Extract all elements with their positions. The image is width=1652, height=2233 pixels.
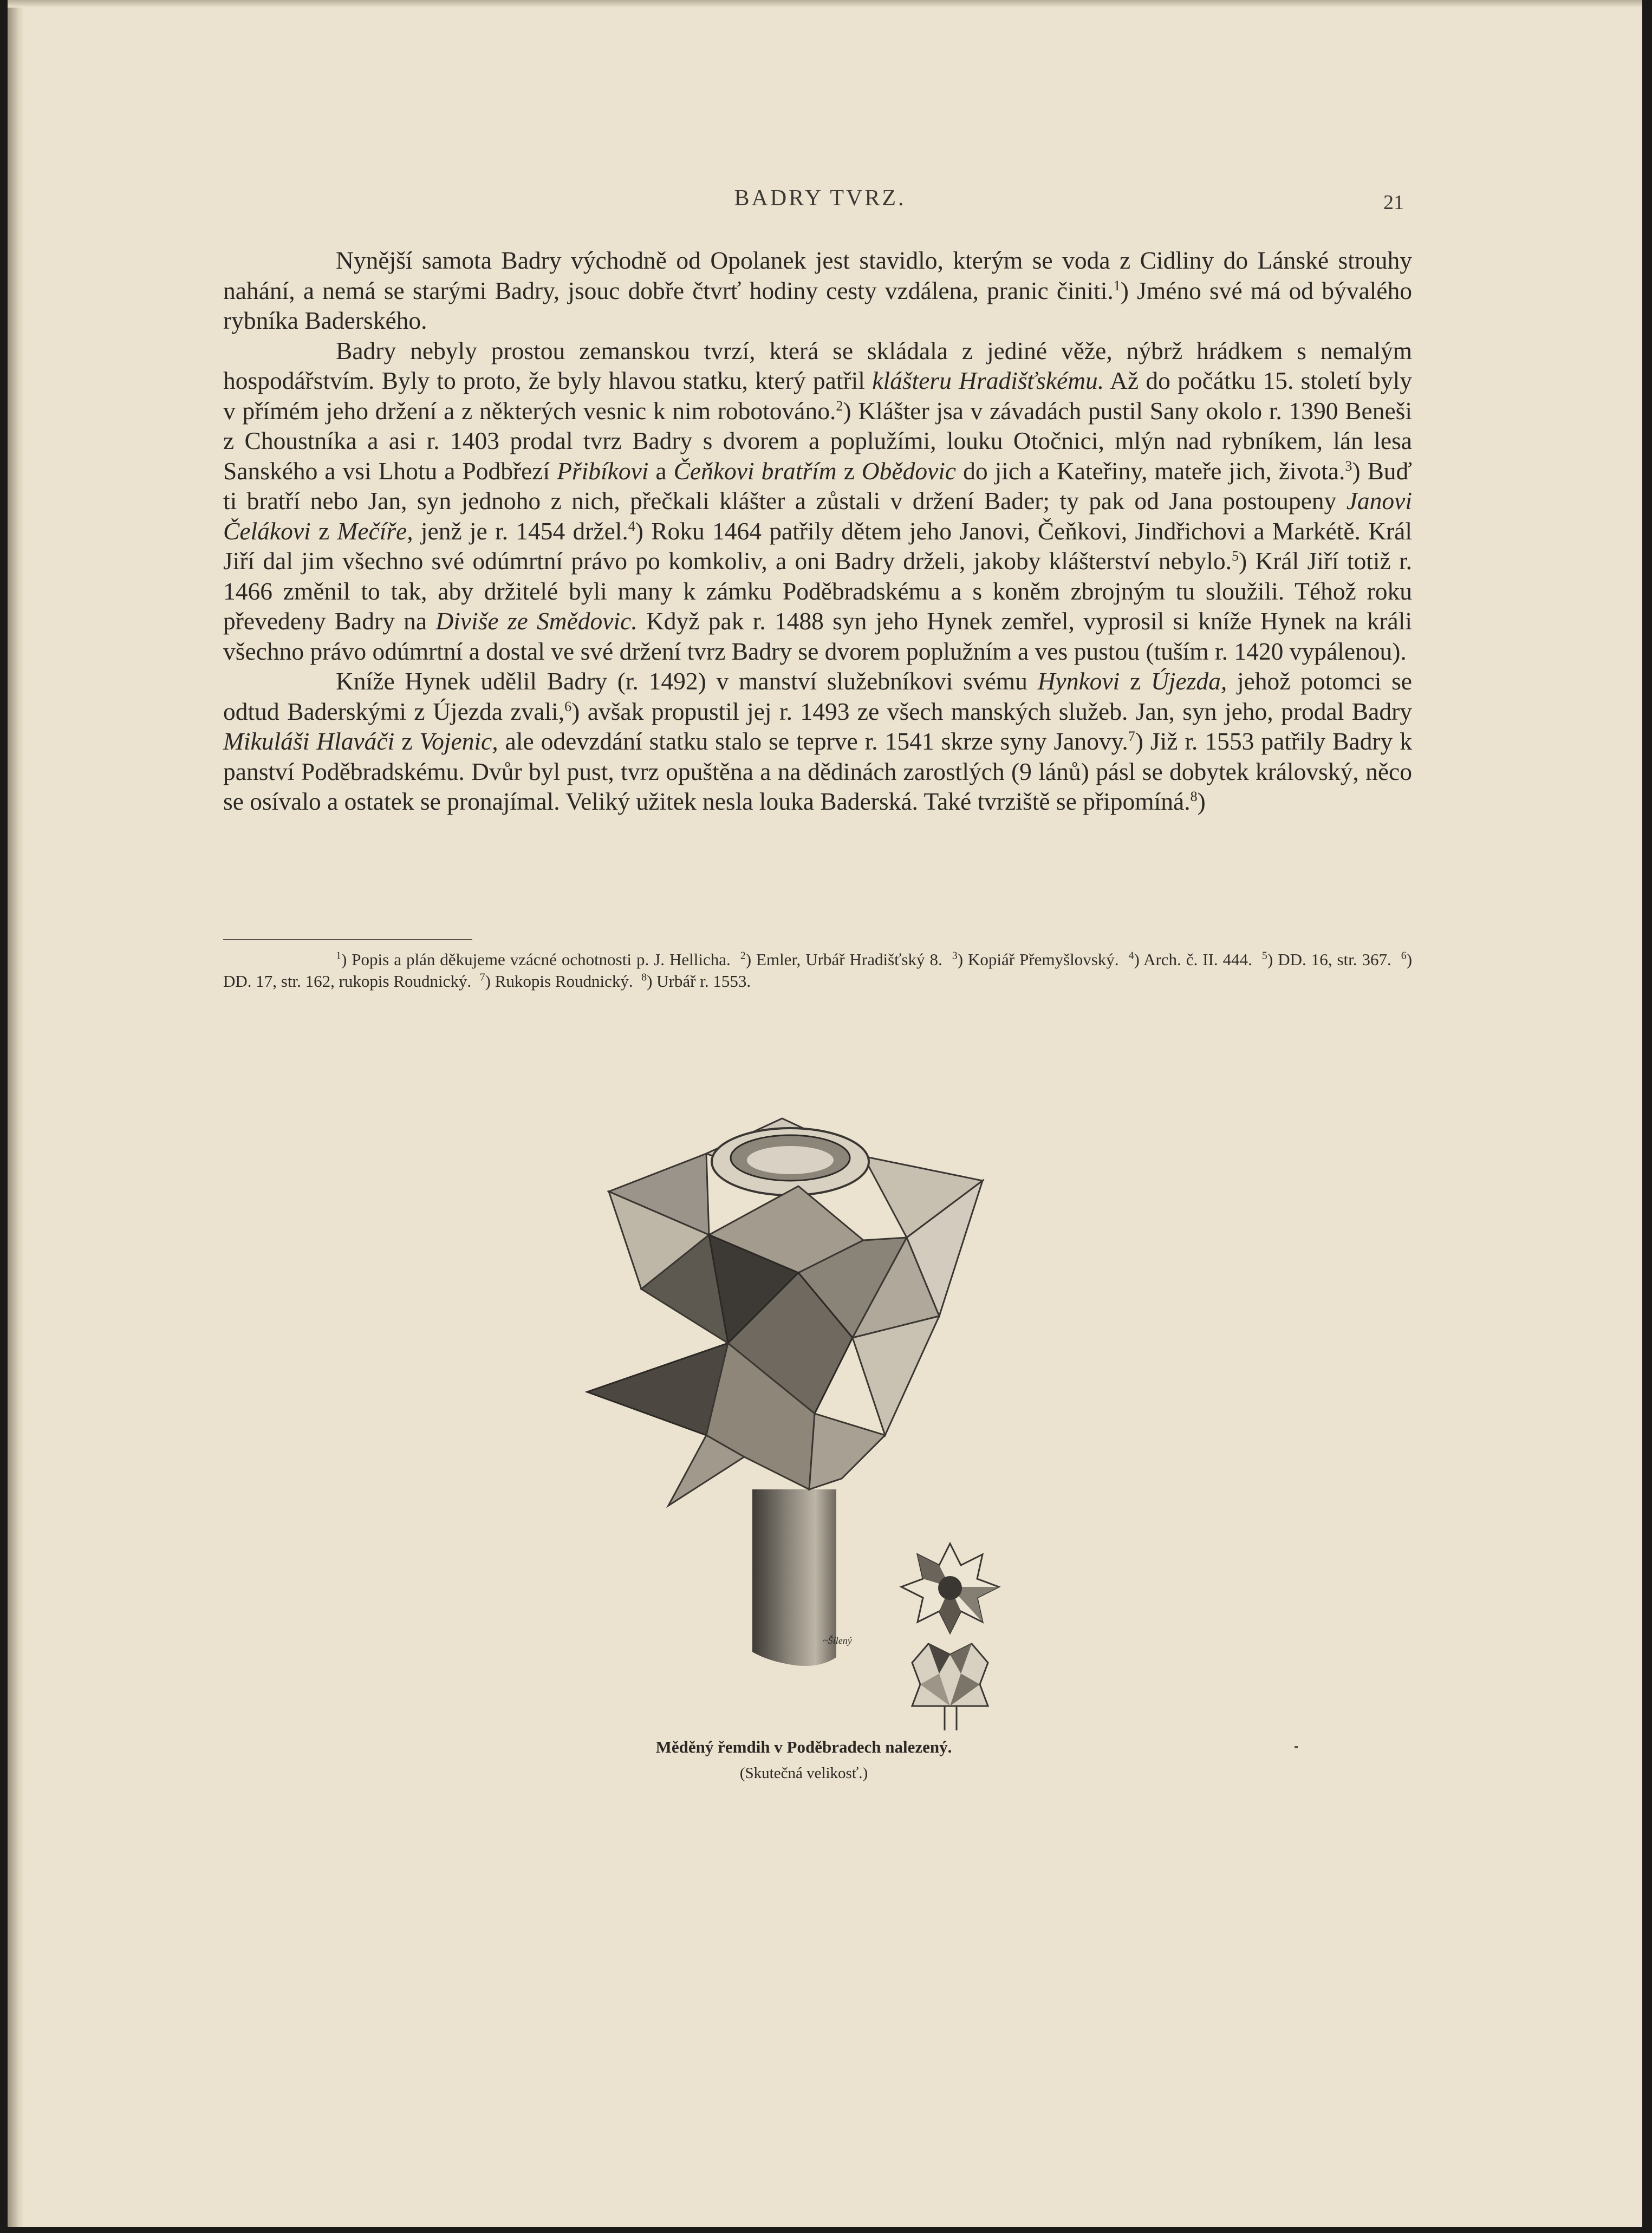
text-run: ) avšak propustil jej r. 1493 ze všech manských služeb. Jan, syn jeho, prodal Badry	[571, 697, 1412, 725]
footnote-ref: 6	[564, 698, 572, 714]
text-run: ) Král Jiří totiž r. 1466 změnil to tak, aby držitelé byli many k zámku Poděbradskému a s koněm zbrojným tu sloužili. Téhož roku převedeny Badry na	[223, 547, 1413, 635]
footnote-text: ) Popis a plán děkujeme vzácné ochotnosti p. J. Hellicha.	[341, 950, 731, 969]
spike-lower-left	[587, 1343, 728, 1435]
text-run: Nynější samota Badry východně od Opolanek jest stavidlo, kterým se voda z Cidliny do Lánské strouhy nahání, a nemá se starými Badry, jsouc dobře čtvrť hodiny cesty vzdálena, pranic činiti.	[223, 246, 1412, 304]
footnotes	[223, 949, 1412, 992]
footnote-marker: 8	[641, 971, 647, 984]
footnote-ref: 4	[628, 518, 635, 534]
footnote-ref: 3	[1345, 458, 1352, 474]
footnote-marker: 1	[336, 949, 341, 962]
text-run: ale odevzdání statku stalo se teprve r. 1541 skrze syny Janovy.	[498, 727, 1128, 755]
figure-caption: Měděný řemdih v Poděbradech nalezený.	[655, 1737, 952, 1756]
star-plan-center	[938, 1576, 962, 1600]
footnote-text: ) Emler, Urbář Hradišťský 8.	[745, 950, 942, 969]
paragraph-3	[223, 666, 1412, 817]
footnote-marker: 7	[479, 971, 485, 984]
text-run: ) Již r. 1553 patřily Badry k panství Poděbradskému. Dvůr byl pust, tvrz opuštěna a na dědinách zarostlých (9 lánů) pásl se dobytek královský, něco se osívalo a ostatek se pronajímal. Veliký užitek nesla louka Baderská. Také tvrziště se připomíná.	[223, 727, 1412, 815]
footnote-text: ) DD. 16, str. 367.	[1267, 950, 1391, 969]
italic-name: Vojenic,	[419, 727, 498, 755]
footnote-text: ) Rukopis Roudnický.	[485, 972, 633, 991]
footnote-ref: 7	[1128, 728, 1135, 744]
text-run: z	[394, 727, 420, 755]
socket-inner	[747, 1146, 834, 1174]
artist-signature: ~Šílený	[823, 1635, 852, 1646]
text-run: z	[836, 457, 862, 485]
italic-name: Hynkovi	[1037, 667, 1120, 695]
text-run: do jich a Kateřiny, mateře jich, života.	[956, 457, 1345, 485]
print-mark	[1295, 1746, 1298, 1748]
text-run: )	[1197, 787, 1206, 815]
text-run: jehož potomci se odtud Baderskými z Újezda zvali,	[223, 667, 1412, 725]
footnote-divider	[223, 939, 472, 940]
footnote-marker: 5	[1261, 949, 1267, 962]
footnote-ref: 5	[1232, 548, 1239, 564]
side-elevation-diagram	[912, 1644, 988, 1730]
text-run: jenž je r. 1454 držel.	[413, 517, 628, 545]
footnote-marker: 4	[1128, 949, 1134, 962]
footnote-ref: 2	[836, 398, 843, 414]
text-run: Kníže Hynek udělil Badry (r. 1492) v manství služebníkovi svému	[336, 667, 1038, 695]
italic-name: Újezda,	[1150, 667, 1227, 695]
text-run: z	[1120, 667, 1151, 695]
body-text	[223, 245, 1412, 817]
text-run: Když pak r. 1488 syn jeho Hynek zemřel, vyprosil si kníže Hynek na králi všechno právo odúmrtní a dostal ve své držení tvrz Badry se dvorem poplužním a ves pustou (tuším r. 1420 vypálenou).	[223, 607, 1412, 665]
italic-name: Obědovic	[861, 457, 957, 485]
figure-subcaption: (Skutečná velikosť.)	[739, 1765, 868, 1782]
footnote-ref: 1	[1113, 277, 1121, 294]
footnote-text: ) DD. 17, str. 162, rukopis Roudnický.	[223, 950, 1413, 991]
footnote-ref: 8	[1190, 788, 1198, 804]
text-run: z	[310, 517, 337, 545]
italic-name: Diviše ze Smědovic.	[435, 607, 638, 635]
italic-name: klášteru Hradišťskému.	[872, 367, 1104, 394]
mace-head-illustration	[582, 1110, 1080, 1733]
page-top-edge	[8, 0, 1642, 8]
text-run: Badry nebyly prostou zemanskou tvrzí, která se skládala z jediné věže, nýbrž hrádkem s nemalým hospodářstvím. Byly to proto, že byly hlavou statku, který patřil	[223, 336, 1412, 394]
footnote-marker: 3	[952, 949, 958, 962]
text-run: ) Buď ti bratří nebo Jan, syn jednoho z nich, přečkali klášter a zůstali v držení Bader; ty pak od Jana postoupeny	[223, 457, 1412, 515]
text-run: ) Klášter jsa v závadách pustil Sany okolo r. 1390 Beneši z Choustníka a asi r. 1403 prodal tvrz Badry s dvorem a poplužími, louku Otočnici, mlýn nad rybníkem, lán lesa Sanského a vsi Lhotu a Podbřezí	[223, 396, 1412, 485]
footnote-marker: 6	[1401, 949, 1407, 962]
footnote-marker: 2	[740, 949, 746, 962]
footnote-text: ) Kopiář Přemyšlovský.	[957, 950, 1119, 969]
page-gutter-shadow	[8, 0, 24, 2227]
spike-lower-right	[853, 1316, 939, 1435]
book-page	[8, 0, 1642, 2227]
elevation-outline	[912, 1644, 988, 1706]
text-run: Až do počátku 15. století byly v přímém jeho držení a z některých vesnic k nim robotováno.	[223, 367, 1413, 425]
italic-name: Mečíře,	[337, 517, 413, 545]
footnote-block	[223, 949, 1412, 992]
text-run: a	[648, 457, 674, 485]
text-run: ) Jméno své má od bývalého rybníka Baderského.	[223, 276, 1412, 334]
star-plan-diagram	[901, 1544, 999, 1633]
paragraph-1	[223, 245, 1412, 336]
text-run: ) Roku 1464 patřily dětem jeho Janovi, Čeňkovi, Jindřichovi a Markétě. Král Jiří dal jim všechno své odúmrtní právo po komkoliv, a oni Badry drželi, jakoby klášterství nebylo.	[223, 517, 1412, 575]
footnote-text: ) Arch. č. II. 444.	[1134, 950, 1252, 969]
italic-name: Janovi Čelákovi	[223, 487, 1412, 545]
running-header: BADRY TVRZ.	[734, 186, 906, 211]
footnote-text: ) Urbář r. 1553.	[647, 972, 751, 991]
page-number: 21	[1383, 191, 1404, 214]
italic-name: Přibíkovi	[557, 457, 649, 485]
italic-name: Mikuláši Hlaváči	[223, 727, 395, 755]
spike-bottom-right	[809, 1414, 885, 1489]
paragraph-2	[223, 336, 1412, 667]
italic-name: Čeňkovi bratřím	[673, 457, 837, 485]
